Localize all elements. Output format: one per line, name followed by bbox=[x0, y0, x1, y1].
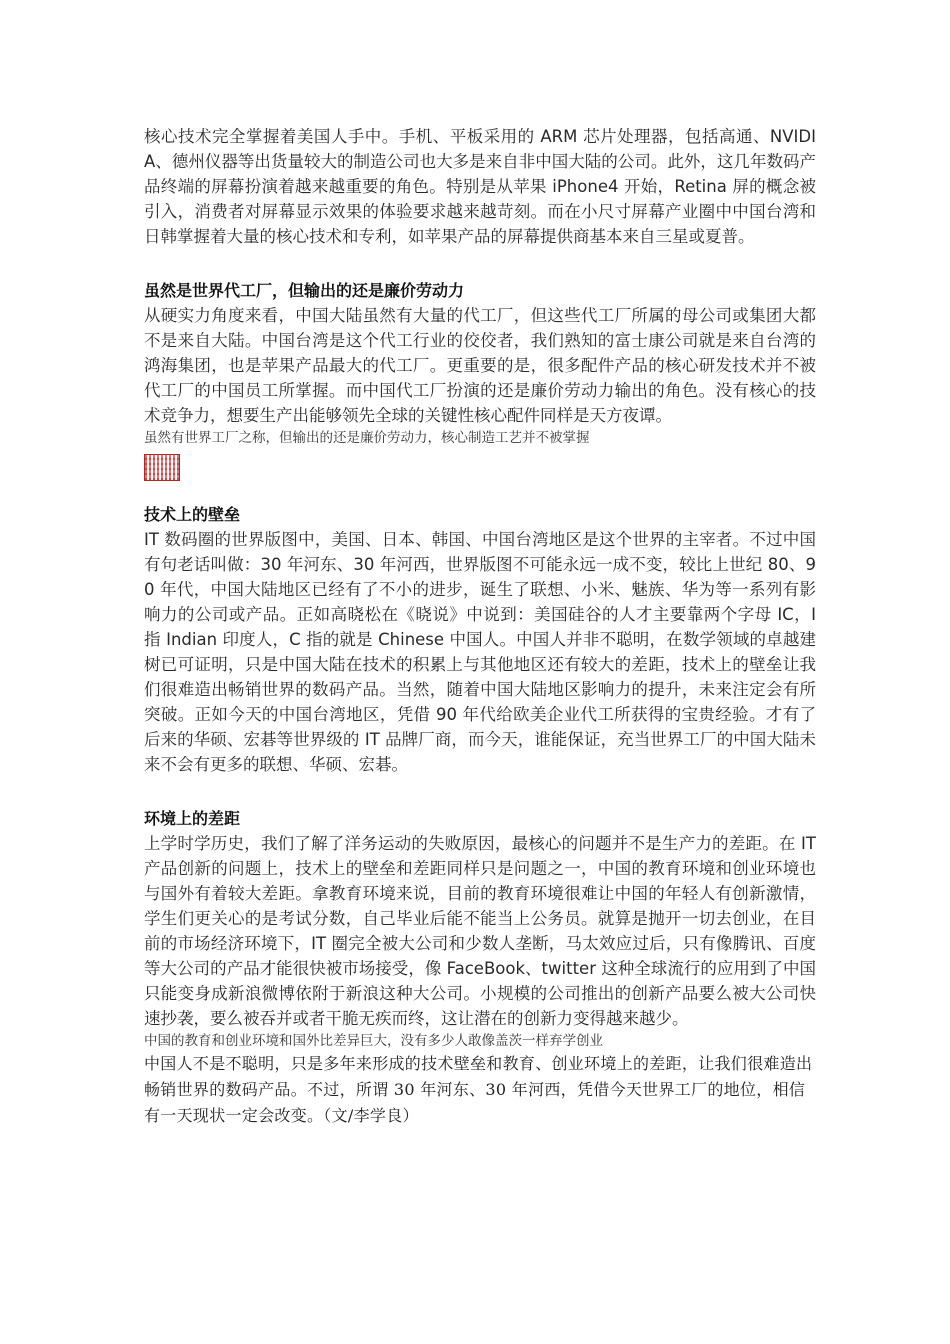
article bbox=[144, 124, 816, 1129]
image-caption-environment: 中国的教育和创业环境和国外比差异巨大，没有多少人敢像盖茨一样弃学创业 bbox=[144, 1033, 603, 1049]
spacer bbox=[144, 249, 816, 279]
conclusion-paragraph: 中国人不是不聪明，只是多年来形成的技术壁垒和教育、创业环境上的差距，让我们很难造出畅销世界的数码产品。不过，所谓 30 年河东、30 年河西，凭借今天世界工厂的地位，相信有一天现状一定会改变。（文/李学良） bbox=[144, 1054, 813, 1125]
section-heading-factory: 虽然是世界代工厂，但输出的还是廉价劳动力 bbox=[144, 281, 465, 300]
intro-paragraph: 核心技术完全掌握着美国人手中。手机、平板采用的 ARM 芯片处理器，包括高通、NVIDIA、德州仪器等出货量较大的制造公司也大多是来自非中国大陆的公司。此外，这几年数码产品终端的屏幕扮演着越来越重要的角色。特别是从苹果 iPhone4 开始，Retina 屏的概念被引入，消费者对屏幕显示效果的体验要求越来越苛刻。而在小尺寸屏幕产业圈中中国台湾和日韩掌握着大量的核心技术和专利，如苹果产品的屏幕提供商基本来自三星或夏普。 bbox=[144, 127, 816, 246]
section-paragraph-factory: 从硬实力角度来看，中国大陆虽然有大量的代工厂，但这些代工厂所属的母公司或集团大都不是来自大陆。中国台湾是这个代工行业的佼佼者，我们熟知的富士康公司就是来自台湾的鸿海集团，也是苹果产品最大的代工厂。更重要的是，很多配件产品的核心研发技术并不被代工厂的中国员工所掌握。而中国代工厂扮演的还是廉价劳动力输出的角色。没有核心的技术竞争力，想要生产出能够领先全球的关键性核心配件同样是天方夜谭。 bbox=[144, 306, 816, 425]
image-caption-factory: 虽然有世界工厂之称，但输出的还是廉价劳动力，核心制造工艺并不被掌握 bbox=[144, 430, 590, 446]
section-heading-tech-barrier: 技术上的壁垒 bbox=[144, 505, 241, 524]
section-heading-environment: 环境上的差距 bbox=[144, 809, 241, 828]
spacer bbox=[144, 777, 816, 807]
broken-image-thumbnail bbox=[144, 454, 180, 481]
spacer bbox=[144, 481, 816, 503]
section-paragraph-tech-barrier: IT 数码圈的世界版图中，美国、日本、韩国、中国台湾地区是这个世界的主宰者。不过中国有句老话叫做：30 年河东、30 年河西，世界版图不可能永远一成不变，较比上世纪 80、90 年代，中国大陆地区已经有了不小的进步，诞生了联想、小米、魅族、华为等一系列有影响力的公司或产品。正如高晓松在《晓说》中说到：美国硅谷的人才主要靠两个字母 IC，I 指 Indian 印度人，C 指的就是 Chinese 中国人。中国人并非不聪明，在数学领域的卓越建树已可证明，只是中国大陆在技术的积累上与其他地区还有较大的差距，技术上的壁垒让我们很难造出畅销世界的数码产品。当然，随着中国大陆地区影响力的提升，未来注定会有所突破。正如今天的中国台湾地区，凭借 90 年代给欧美企业代工所获得的宝贵经验。才有了后来的华硕、宏碁等世界级的 IT 品牌厂商，而今天，谁能保证，充当世界工厂的中国大陆未来不会有更多的联想、华硕、宏碁。 bbox=[144, 530, 816, 774]
section-paragraph-environment: 上学时学历史，我们了解了洋务运动的失败原因，最核心的问题并不是生产力的差距。在 IT 产品创新的问题上，技术上的壁垒和差距同样只是问题之一，中国的教育环境和创业环境也与国外有着较大差距。拿教育环境来说，目前的教育环境很难让中国的年轻人有创新激情，学生们更关心的是考试分数，自己毕业后能不能当上公务员。就算是抛开一切去创业，在目前的市场经济环境下，IT 圈完全被大公司和少数人垄断，马太效应过后，只有像腾讯、百度等大公司的产品才能很快被市场接受，像 FaceBook、twitter 这种全球流行的应用到了中国只能变身成新浪微博依附于新浪这种大公司。小规模的公司推出的创新产品要么被大公司快速抄袭，要么被吞并或者干脆无疾而终，这让潜在的创新力变得越来越少。 bbox=[144, 834, 816, 1028]
